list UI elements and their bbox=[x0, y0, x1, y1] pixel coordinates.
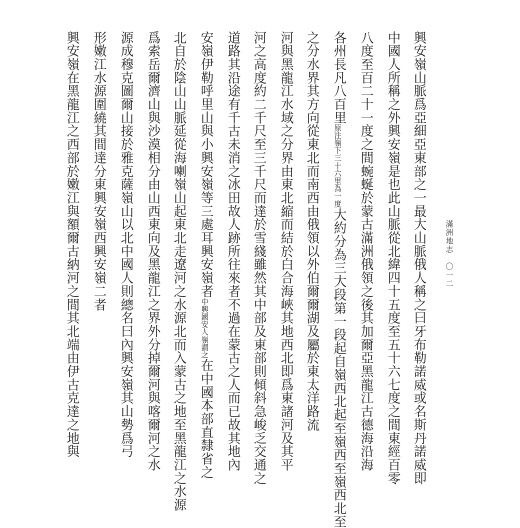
column-text: 形嫩江水源圍繞其間達分東興安嶺西興安嶺二者 bbox=[90, 31, 106, 312]
text-column bbox=[411, 31, 424, 485]
page-number: 〇一二 bbox=[445, 262, 454, 288]
column-text: 大約分為三大段第一段起自嶺西北起至嶺西至嶺西北至 bbox=[330, 208, 346, 528]
text-column bbox=[64, 31, 77, 458]
text-column bbox=[118, 31, 131, 458]
text-column bbox=[91, 31, 104, 311]
column-text: 源成穆克圖爾山接於雅克薩嶺山以北中國人則總名曰內興安嶺其山勢爲弓 bbox=[117, 31, 133, 459]
column-text: 中國人所稱之外興安嶺是也此山脈從北緯四十五度至五十六七度之間東經百零 bbox=[384, 31, 400, 485]
text-column bbox=[331, 31, 344, 528]
annotation: 原注嶺下三十六里為一度 bbox=[333, 124, 343, 209]
text-column bbox=[278, 31, 291, 472]
column-text: 道路其沿途有千古未消之冰田故人跡所往來者不過在蒙古之人而已故其地內 bbox=[224, 31, 240, 472]
column-text: 興安嶺在黑龍江之西部於嫩江與額爾古納河之間其北端由伊古克達之地與 bbox=[63, 31, 79, 459]
column-text: 北自於陰山山脈延從海喇嶺山起東北走遼河之水源北而入蒙古之地至黑龍江之水源 bbox=[170, 31, 186, 512]
text-column bbox=[251, 31, 264, 485]
running-header bbox=[444, 220, 455, 288]
column-text: 河之高度約二千尺至三千尺而達於雪綫雖然其中部及東部則傾斜急峻乏交通之 bbox=[250, 31, 266, 485]
book-title: 滿洲地志 bbox=[445, 220, 454, 254]
text-column bbox=[304, 31, 317, 432]
column-text: 河與黑龍江水域之分界由東北縮而結於白合海峽其地西北即爲東諸河及其平 bbox=[277, 31, 293, 472]
column-text: 各州長凡八百里 bbox=[330, 31, 346, 125]
column-text: 之分水界其方向從東北而南西由俄領以外伯爾爾湖及屬於東太洋路流 bbox=[303, 31, 319, 432]
column-text: 在中國本部直隸省之 bbox=[197, 358, 213, 479]
text-column bbox=[225, 31, 238, 472]
text-column bbox=[385, 31, 398, 485]
column-text: 八度至百二十一度之間蜿蜒於蒙古滿洲俄領之後其加爾亞黑龍江古德海沿海 bbox=[357, 31, 373, 472]
annotation: 中興國安人嶺謂之 bbox=[200, 298, 210, 359]
text-column bbox=[171, 31, 184, 512]
text-column bbox=[145, 31, 158, 472]
text-column bbox=[198, 31, 211, 479]
column-text: 爲索岳爾濟山與沙漠相分由山西東向及黑龍江之界外分掉爾河與喀爾河之水 bbox=[144, 31, 160, 472]
text-column bbox=[358, 31, 371, 472]
column-text: 安嶺伊勒呼里山與小興安嶺等三處耳興安嶺者 bbox=[197, 31, 213, 298]
column-text: 興安嶺山脈爲亞細亞東部之一最大山脈俄人稱之曰牙布勒諾威或名斯丹諾威即 bbox=[410, 31, 426, 485]
